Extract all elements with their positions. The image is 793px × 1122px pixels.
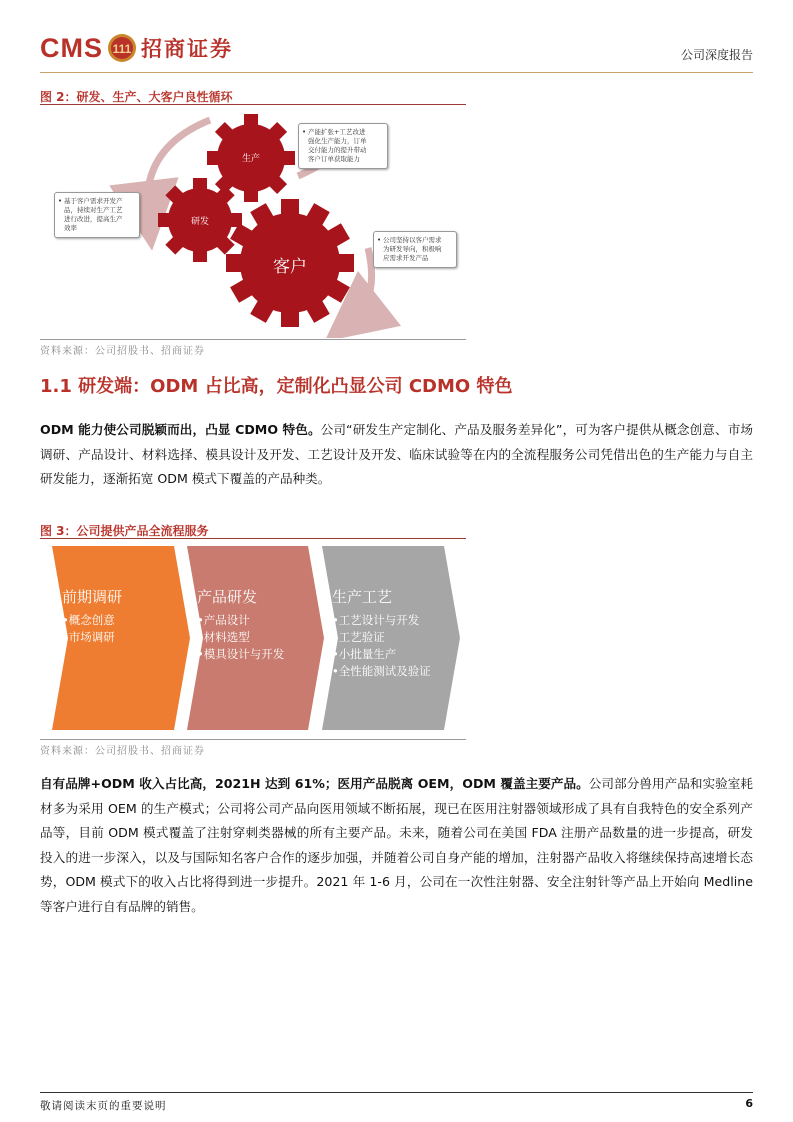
list-item: •工艺设计与开发: [332, 613, 420, 627]
page-number: 6: [745, 1097, 753, 1110]
step-research: [50, 546, 180, 730]
figure3-process: [40, 542, 466, 738]
list-item: •概念创意: [62, 613, 115, 627]
bullet-icon: •: [58, 197, 63, 205]
gear-customer-label: 客户: [273, 257, 307, 277]
cycle-arrow-right: [352, 248, 372, 320]
logo-chinese: 招商证券: [141, 36, 233, 61]
step-development-title: 产品研发: [197, 588, 258, 606]
paragraph-odm: [40, 418, 753, 492]
step-development-items: [197, 612, 284, 663]
paragraph-own-brand: [40, 772, 753, 919]
callout-customer: • 公司坚持以客户需求 为研发导向，积极响 应需求开发产品: [373, 231, 457, 268]
step-process: [320, 546, 450, 730]
gear-production-label: 生产: [241, 154, 260, 164]
callout-rnd: • 基于客户需求开发产 品，持续对生产工艺 进行改进，提高生产 效率: [54, 192, 140, 238]
paragraph-odm-body: 公司“研发生产定制化、产品及服务差异化”，可为客户提供从概念创意、市场调研、产品设计、材料选择、模具设计及开发、工艺设计及开发、临床试验等在内的全流程服务公司凭借出色的生产能力与自主研发能力，逐渐拓宽 ODM 模式下覆盖的产品种类。: [40, 422, 753, 486]
page-header: [40, 28, 753, 72]
figure2-top-rule: [40, 104, 466, 105]
document-type: 公司深度报告: [680, 48, 753, 62]
step-development: [185, 546, 315, 730]
figure2-title: 图 2：研发、生产、大客户良性循环: [40, 90, 233, 104]
step-process-items: [332, 612, 431, 680]
figure3-source: 资料来源：公司招股书、招商证券: [40, 746, 205, 757]
section-heading: 1.1 研发端：ODM 占比高，定制化凸显公司 CDMO 特色: [40, 376, 513, 397]
company-logo: [40, 28, 233, 68]
step-research-items: [62, 612, 115, 646]
figure3-bottom-rule: [40, 739, 466, 740]
list-item: •工艺验证: [332, 630, 385, 644]
bullet-icon: •: [302, 128, 307, 136]
paragraph-own-brand-body: 公司部分兽用产品和实验室耗材多为采用 OEM 的生产模式；公司将公司产品向医用领域不断拓展，现已在医用注射器领域形成了具有自我特色的安全系列产品等，目前 ODM 模式覆盖了注射穿刺类器械的所有主要产品。未来，随着公司在美国 FDA 注册产品数量的进一步提高，研发投入的进一步深入，以及与国际知名客户合作的逐步加强，并随着公司自身产能的增加，注射器产品收入将继续保持高速增长态势，ODM 模式下的收入占比将得到进一步提升。2021 年 1-6 月，公司在一次性注射器、安全注射针等产品上开始向 Medline 等客户进行自有品牌的销售。: [40, 776, 753, 914]
header-divider: [40, 72, 753, 73]
list-item: •市场调研: [62, 630, 115, 644]
logo-emblem-icon: [107, 33, 137, 63]
figure2-diagram: [40, 108, 466, 338]
footer-divider: [40, 1092, 753, 1093]
logo-latin: CMS: [40, 32, 103, 63]
figure2-source: 资料来源：公司招股书、招商证券: [40, 346, 205, 357]
list-item: •模具设计与开发: [197, 647, 285, 661]
gear-rnd-label: 研发: [190, 217, 209, 227]
footer-notice: 敬请阅读末页的重要说明: [40, 1100, 167, 1112]
bullet-icon: •: [377, 236, 382, 244]
figure3-title: 图 3：公司提供产品全流程服务: [40, 524, 209, 538]
callout-production: • 产能扩张+工艺改进 强化生产能力，订单 交付能力的提升带动 客户订单获取能力: [298, 123, 388, 169]
figure2-bottom-rule: [40, 339, 466, 340]
paragraph-odm-lead: ODM 能力使公司脱颖而出，凸显 CDMO 特色。: [40, 422, 321, 437]
paragraph-own-brand-lead: 自有品牌+ODM 收入占比高，2021H 达到 61%；医用产品脱离 OEM，ODM 覆盖主要产品。: [40, 776, 589, 791]
list-item: •小批量生产: [332, 647, 397, 661]
list-item: •全性能测试及验证: [332, 664, 431, 678]
step-research-title: 前期调研: [62, 588, 123, 606]
step-process-title: 生产工艺: [332, 588, 393, 606]
svg-text:111: 111: [112, 42, 132, 56]
list-item: •产品设计: [197, 613, 250, 627]
list-item: •材料选型: [197, 630, 250, 644]
figure3-top-rule: [40, 538, 466, 539]
